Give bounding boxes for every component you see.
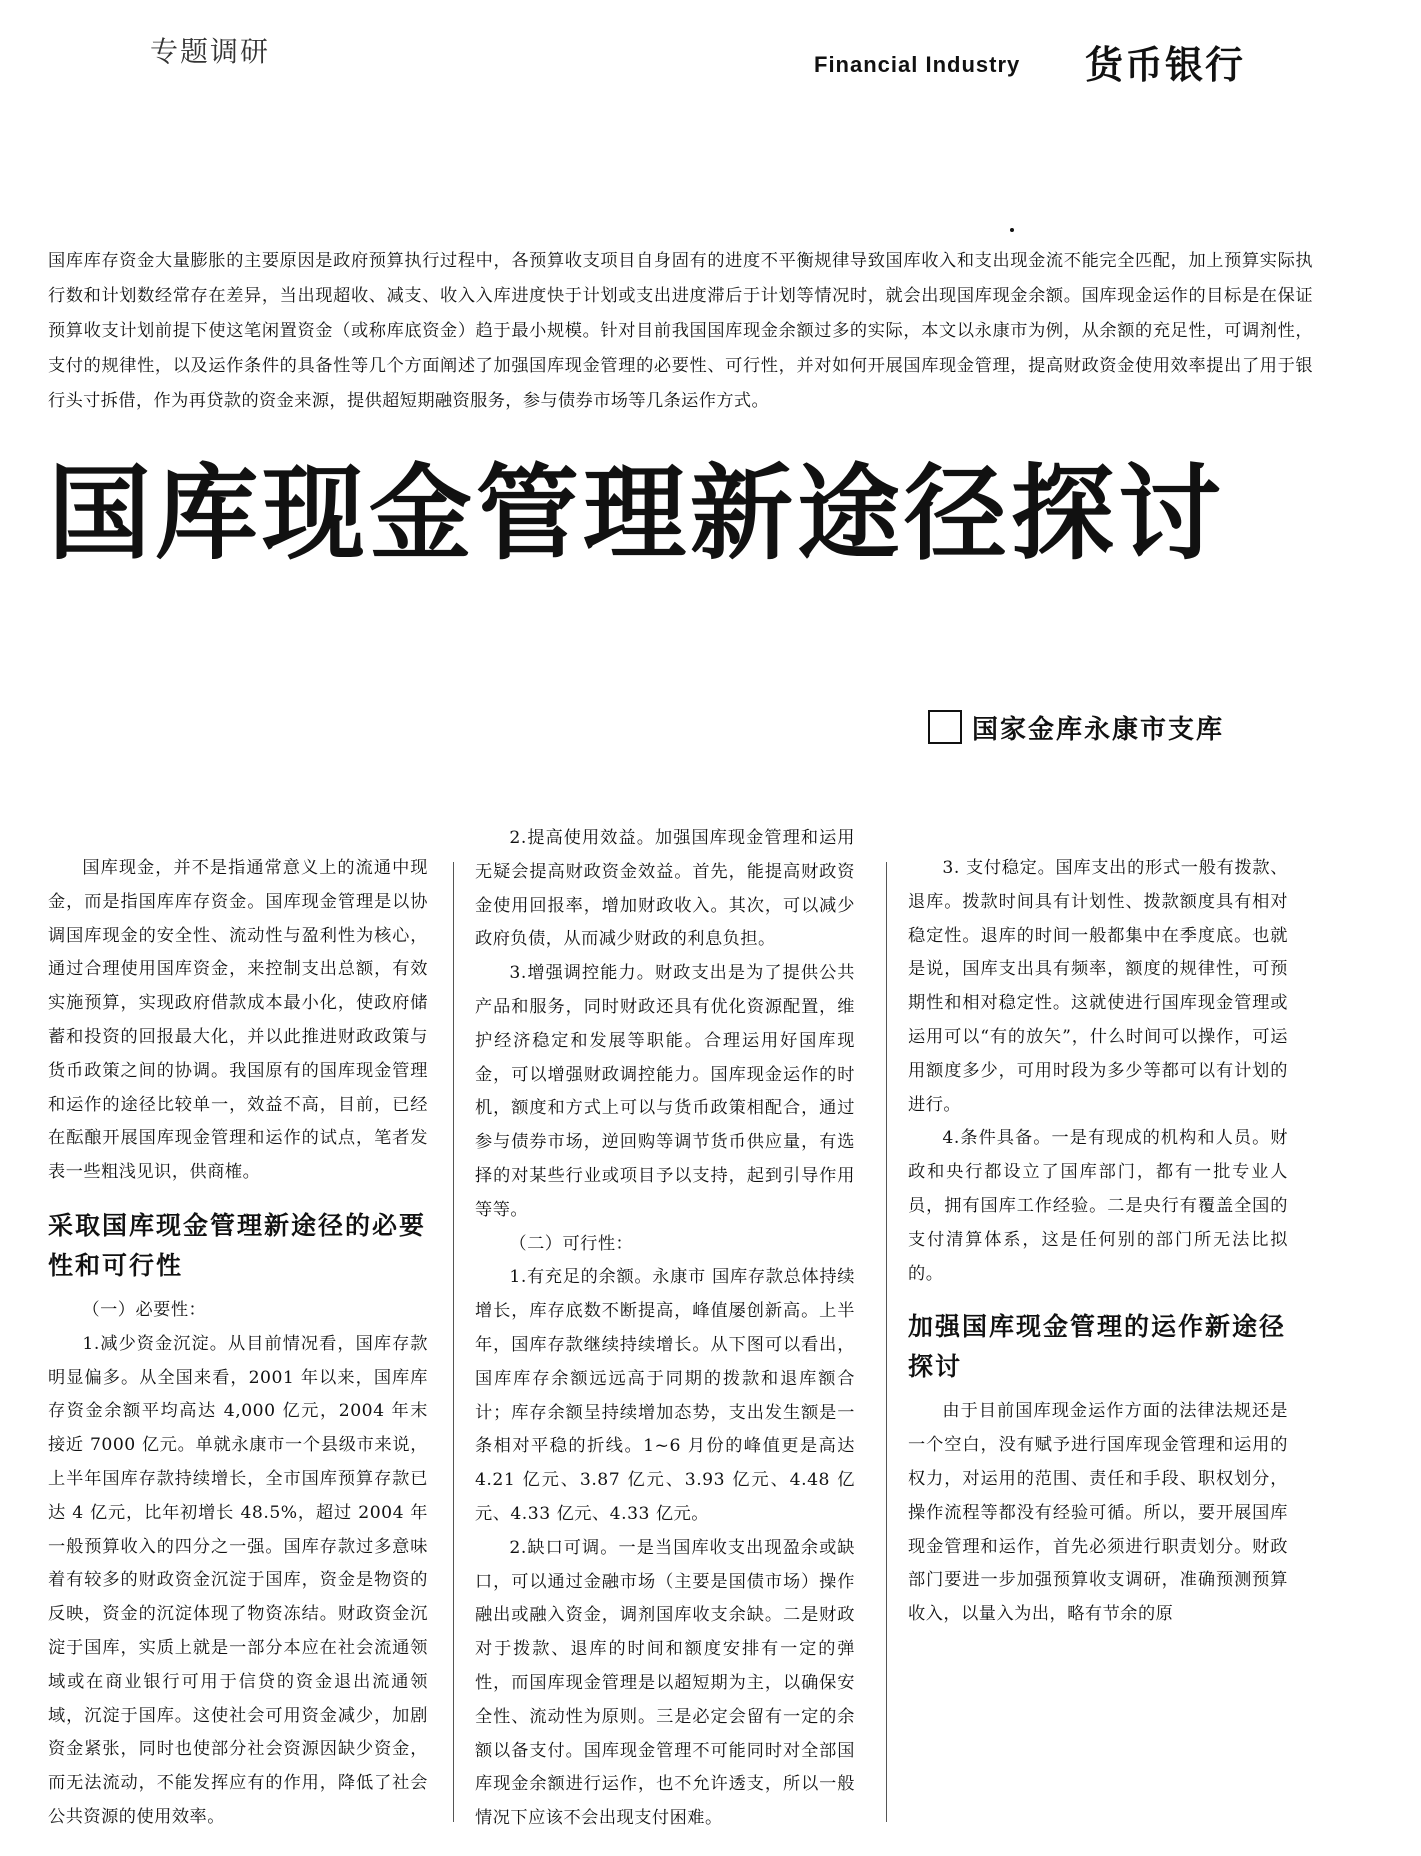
paragraph-reduce-deposits: 1.减少资金沉淀。从目前情况看，国库存款明显偏多。从全国来看，2001 年以来，国库库存资金余额平均高达 4,000 亿元，2004 年末接近 7000 亿元。单就永康市一个县级市来说，上半年国库存款持续增长，全市国库预算存款已达 4 亿元，比年初增长 48.5%，超过 2004 年一般预算收入的四分之一强。国库存款过多意味着有较多的财政资金沉淀于国库，资金是物资的反映，资金的沉淀体现了物资冻结。财政资金沉淀于国库，实质上就是一部分本应在社会流通领域或在商业银行可用于信贷的资金退出流通领域，沉淀于国库。这使社会可用资金减少，加剧资金紧张，同时也使部分社会资源因缺少资金，而无法流动，不能发挥应有的作用，降低了社会公共资源的使用效率。 xyxy=(48,1333,428,1827)
subheading-feasibility: （二）可行性： xyxy=(509,1233,634,1254)
article-title: 国库现金管理新途径探讨 xyxy=(48,454,1225,574)
column-divider xyxy=(453,862,454,1822)
intro-paragraph: 国库现金，并不是指通常意义上的流通中现金，而是指国库库存资金。国库现金管理是以协调国库现金的安全性、流动性与盈利性为核心，通过合理使用国库资金，来控制支出总额，有效实施预算，实现政府借款成本最小化，使政府储蓄和投资的回报最大化，并以此推进财政政策与货币政策之间的协调。我国原有的国库现金管理和运作的途径比较单一，效益不高，目前，已经在酝酿开展国库现金管理和运作的试点，笔者发表一些粗浅见识，供商榷。 xyxy=(48,858,428,1183)
body-column-1 xyxy=(48,852,428,1835)
decorative-dot xyxy=(1010,228,1014,232)
paragraph-sufficient-balance: 1.有充足的余额。永康市 国库存款总体持续增长，库存底数不断提高，峰值屡创新高。上半年，国库存款继续持续增长。从下图可以看出，国库库存余额远远高于同期的拨款和退库额合计；库存余额呈持续增加态势，支出发生额是一条相对平稳的折线。1~6 月份的峰值更是高达 4.21 亿元、3.87 亿元、3.93 亿元、4.48 亿元、4.33 亿元、4.33 亿元。 xyxy=(475,1267,855,1524)
section-heading-2: 加强国库现金管理的运作新途径探讨 xyxy=(908,1312,1287,1382)
byline-box-icon xyxy=(928,710,962,744)
journal-name-english: Financial Industry xyxy=(814,52,1021,77)
abstract: 国库库存资金大量膨胀的主要原因是政府预算执行过程中，各预算收支项目自身固有的进度不平衡规律导致国库收入和支出现金流不能完全匹配，加上预算实际执行数和计划数经常存在差异，当出现超收、减支、收入入库进度快于计划或支出进度滞后于计划等情况时，就会出现国库现金余额。国库现金运作的目标是在保证预算收支计划前提下使这笔闲置资金（或称库底资金）趋于最小规模。针对目前我国国库现金余额过多的实际，本文以永康市为例，从余额的充足性，可调剂性，支付的规律性，以及运作条件的具备性等几个方面阐述了加强国库现金管理的必要性、可行性，并对如何开展国库现金管理，提高财政资金使用效率提出了用于银行头寸拆借，作为再贷款的资金来源，提供超短期融资服务，参与债券市场等几条运作方式。 xyxy=(48,251,1313,411)
journal-name-chinese: 货币银行 xyxy=(1085,43,1246,87)
body-column-3-content xyxy=(908,852,1288,1632)
paragraph-control: 3.增强调控能力。财政支出是为了提供公共产品和服务，同时财政还具有优化资源配置，维护经济稳定和发展等职能。合理运用好国库现金，可以增强财政调控能力。国库现金运作的时机，额度和方式上可以与货币政策相配合，通过参与债券市场，逆回购等调节货币供应量，有选择的对某些行业或项目予以支持，起到引导作用等等。 xyxy=(475,963,855,1220)
paragraph-conditions: 4.条件具备。一是有现成的机构和人员。财政和央行都设立了国库部门，都有一批专业人员，拥有国库工作经验。二是央行有覆盖全国的支付清算体系，这是任何别的部门所无法比拟的。 xyxy=(908,1128,1288,1284)
paragraph-adjustable-gap: 2.缺口可调。一是当国库收支出现盈余或缺口，可以通过金融市场（主要是国债市场）操作融出或融入资金，调剂国库收支余缺。二是财政对于拨款、退库的时间和额度安排有一定的弹性，而国库现金管理是以超短期为主，以确保安全性、流动性为原则。三是必定会留有一定的余额以备支付。国库现金管理不可能同时对全部国库现金余额进行运作，也不允许透支，所以一般情况下应该不会出现支付困难。 xyxy=(475,1537,855,1829)
column-label: 专题调研 xyxy=(150,35,271,68)
section-heading-1: 采取国库现金管理新途径的必要性和可行性 xyxy=(48,1210,427,1280)
body-column-2 xyxy=(475,822,855,1836)
paragraph-payment-stable: 3. 支付稳定。国库支出的形式一般有拨款、退库。拨款时间具有计划性、拨款额度具有相对稳定性。退库的时间一般都集中在季度底。也就是说，国库支出具有频率，额度的规律性，可预期性和相对稳定性。这就使进行国库现金管理或运用可以“有的放矢”，什么时间可以操作，可运用额度多少，可用时段为多少等都可以有计划的进行。 xyxy=(908,858,1288,1115)
subheading-necessity: （一）必要性： xyxy=(82,1299,207,1320)
byline-author: 国家金库永康市支库 xyxy=(972,714,1225,745)
paragraph-efficiency: 2.提高使用效益。加强国库现金管理和运用无疑会提高财政资金效益。首先，能提高财政资金使用回报率，增加财政收入。其次，可以减少政府负债，从而减少财政的利息负担。 xyxy=(475,828,855,950)
column-divider xyxy=(886,862,887,1822)
paragraph-new-ways: 由于目前国库现金运作方面的法律法规还是一个空白，没有赋予进行国库现金管理和运用的权力，对运用的范围、责任和手段、职权划分，操作流程等都没有经验可循。所以，要开展国库现金管理和运作，首先必须进行职责划分。财政部门要进一步加强预算收支调研，准确预测预算收入，以量入为出，略有节余的原 xyxy=(908,1401,1288,1625)
byline xyxy=(928,707,1224,747)
